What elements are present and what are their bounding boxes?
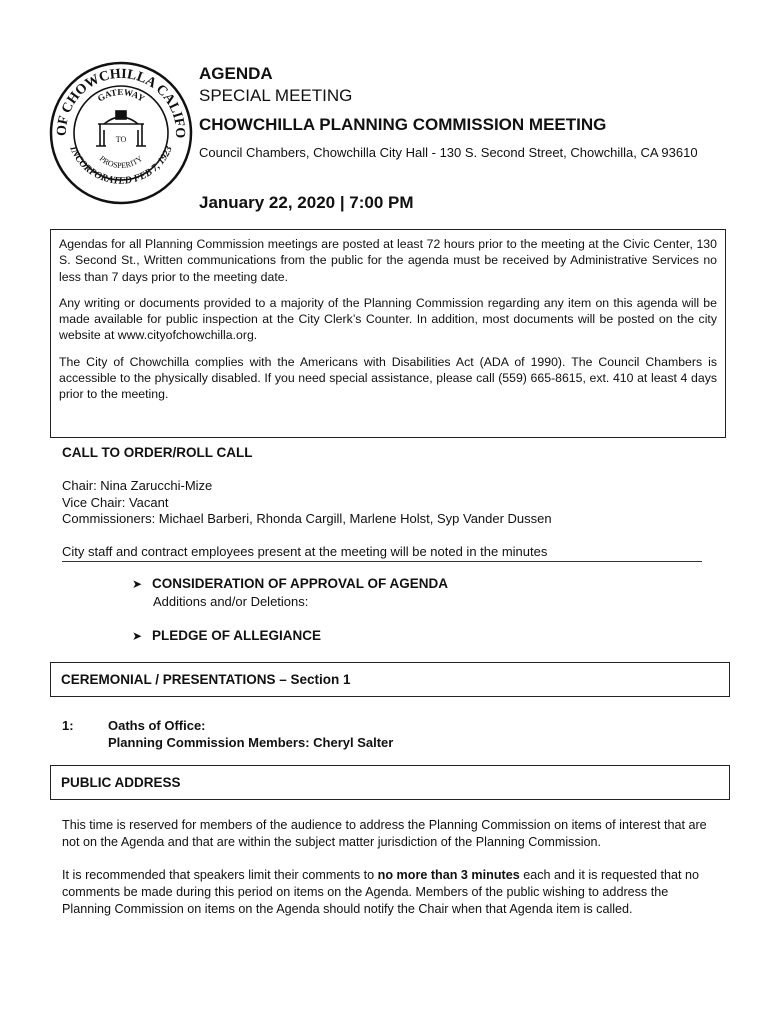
seal-inner-mid: TO — [115, 135, 127, 144]
meeting-title: CHOWCHILLA PLANNING COMMISSION MEETING — [199, 115, 607, 134]
vice-chair-line: Vice Chair: Vacant — [62, 494, 169, 510]
item-title: Oaths of Office: — [108, 718, 206, 733]
chair-line: Chair: Nina Zarucchi-Mize — [62, 478, 213, 493]
svg-text:CITY OF CHOWCHILLA CALIFORNIA — [48, 60, 187, 138]
approval-label: CONSIDERATION OF APPROVAL OF AGENDA — [152, 576, 449, 591]
approval-sub: Additions and/or Deletions: — [153, 594, 309, 609]
meeting-type: SPECIAL MEETING — [199, 86, 353, 105]
pledge-of-allegiance — [132, 628, 321, 643]
p2-text-start: It is recommended that speakers limit their comments to — [62, 868, 378, 882]
call-to-order-heading: CALL TO ORDER/ROLL CALL — [62, 445, 253, 460]
arrow-bullet-icon: ➤ — [132, 577, 143, 591]
item-detail: Planning Commission Members: Cheryl Salter — [108, 735, 394, 750]
svg-text:PROSPERITY — [98, 154, 145, 170]
seal-rim-bottom: INCORPORATED FEB 7, 1923 — [67, 144, 175, 187]
meeting-date: January 22, 2020 | 7:00 PM — [199, 193, 414, 212]
seal-inner-top: GATEWAY — [95, 86, 147, 104]
item-number: 1: — [62, 718, 74, 733]
agenda-label: AGENDA — [199, 64, 273, 83]
public-address-paragraph-2 — [62, 867, 714, 918]
approval-of-agenda — [132, 576, 448, 591]
commissioners-line: Commissioners: Michael Barberi, Rhonda Cargill, Marlene Holst, Syp Vander Dussen — [62, 511, 552, 526]
roll-call — [62, 478, 552, 528]
notice-box — [50, 229, 726, 438]
ceremonial-heading: CEREMONIAL / PRESENTATIONS – Section 1 — [50, 662, 730, 697]
meeting-location: Council Chambers, Chowchilla City Hall - 130 S. Second Street, Chowchilla, CA 93610 — [199, 145, 698, 160]
ceremonial-item — [62, 717, 393, 751]
divider — [62, 561, 702, 562]
public-address-paragraph-1: This time is reserved for members of the audience to address the Planning Commission on items of interest that are not on the Agenda and that are within the subject matter jurisdiction of the Planning Commission. — [62, 818, 707, 849]
pledge-label: PLEDGE OF ALLEGIANCE — [152, 628, 322, 643]
arrow-bullet-icon: ➤ — [132, 629, 143, 643]
notice-paragraph-1: Agendas for all Planning Commission meetings are posted at least 72 hours prior to the meeting at the Civic Center, 130 S. Second St., Written communications from the public for the agenda must be received by Administrative Services no less than 7 days prior to the meeting date. — [59, 237, 717, 284]
notice-paragraph-3: The City of Chowchilla complies with the Americans with Disabilities Act (ADA of 1990). The Council Chambers is accessible to the physically disabled. If you need special assistance, please call (559) 665-8615, ext. 410 at least 4 days prior to the meeting. — [59, 354, 717, 402]
p2-text-end: each and it is requested that no comments be made during this period on items on the Agenda. Members of the public wishing to address the Planning Commission on items on the Agenda should notify the Chair when that Agenda item is called. — [62, 868, 699, 916]
p2-emphasis: no more than 3 minutes — [377, 868, 520, 882]
public-address-heading: PUBLIC ADDRESS — [50, 765, 730, 800]
seal-inner-bottom: PROSPERITY — [97, 153, 145, 171]
city-seal — [48, 60, 194, 206]
staff-note: City staff and contract employees present at the meeting will be noted in the minutes — [62, 544, 548, 559]
seal-outer-text: OF CHOWCHILLA CALIFO — [54, 66, 188, 139]
notice-paragraph-2: Any writing or documents provided to a majority of the Planning Commission regarding any item on this agenda will be made available for public inspection at the City Clerk’s Counter. In addition, most documents will be posted on the city website at www.cityofchowchilla.org. — [59, 295, 717, 343]
